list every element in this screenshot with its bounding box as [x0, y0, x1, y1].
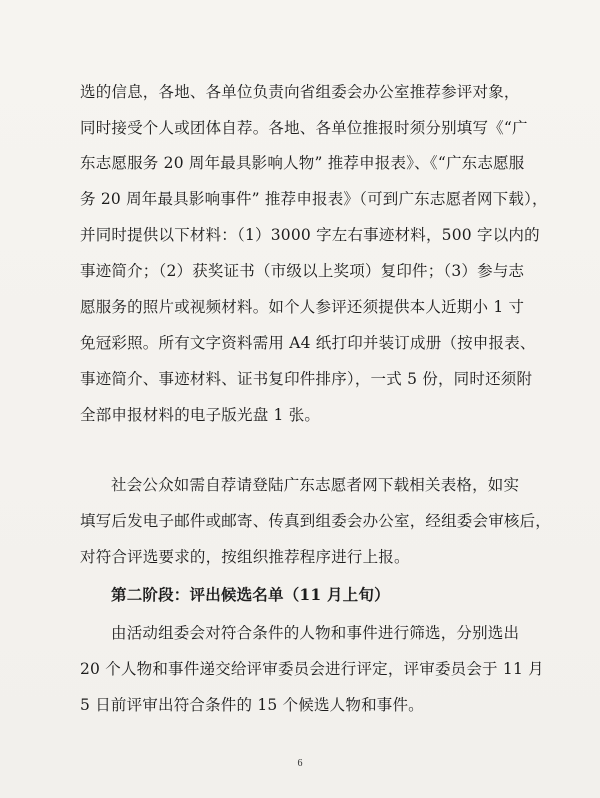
paragraph-line: 由活动组委会对符合条件的人物和事件进行筛选，分别选出	[111, 624, 520, 642]
paragraph-line: 免冠彩照。所有文字资料需用 A4 纸打印并装订成册（按申报表、	[80, 334, 536, 352]
paragraph-line: 对符合评选要求的，按组织推荐程序进行上报。	[80, 548, 410, 566]
paragraph-line: 选的信息，各地、各单位负责向省组委会办公室推荐参评对象，	[80, 83, 520, 101]
paragraph-line: 20 个人物和事件递交给评审委员会进行评定，评审委员会于 11 月	[80, 660, 544, 678]
paragraph-line: 同时接受个人或团体自荐。各地、各单位推报时须分别填写《“广	[80, 119, 528, 137]
paragraph-line: 5 日前评审出符合条件的 15 个候选人物和事件。	[80, 696, 424, 714]
paragraph-line: 务 20 周年最具影响事件” 推荐申报表》（可到广东志愿者网下载），	[80, 190, 548, 208]
paragraph-line: 全部申报材料的电子版光盘 1 张。	[80, 406, 321, 424]
section-heading: 第二阶段：评出候选名单（11 月上旬）	[111, 585, 390, 604]
page-number: 6	[297, 758, 303, 769]
paragraph-line: 社会公众如需自荐请登陆广东志愿者网下载相关表格，如实	[111, 476, 520, 494]
paragraph-line: 愿服务的照片或视频材料。如个人参评还须提供本人近期小 1 寸	[80, 298, 525, 316]
paragraph-line: 事迹简介、事迹材料、证书复印件排序），一式 5 份，同时还须附	[80, 370, 533, 388]
paragraph-line: 事迹简介；（2）获奖证书（市级以上奖项）复印件；（3）参与志	[80, 262, 525, 280]
paragraph-line: 并同时提供以下材料：（1）3000 字左右事迹材料，500 字以内的	[80, 226, 540, 244]
paragraph-line: 填写后发电子邮件或邮寄、传真到组委会办公室，经组委会审核后，	[80, 512, 552, 530]
paragraph-line: 东志愿服务 20 周年最具影响人物” 推荐申报表》、《“广东志愿服	[80, 154, 525, 172]
